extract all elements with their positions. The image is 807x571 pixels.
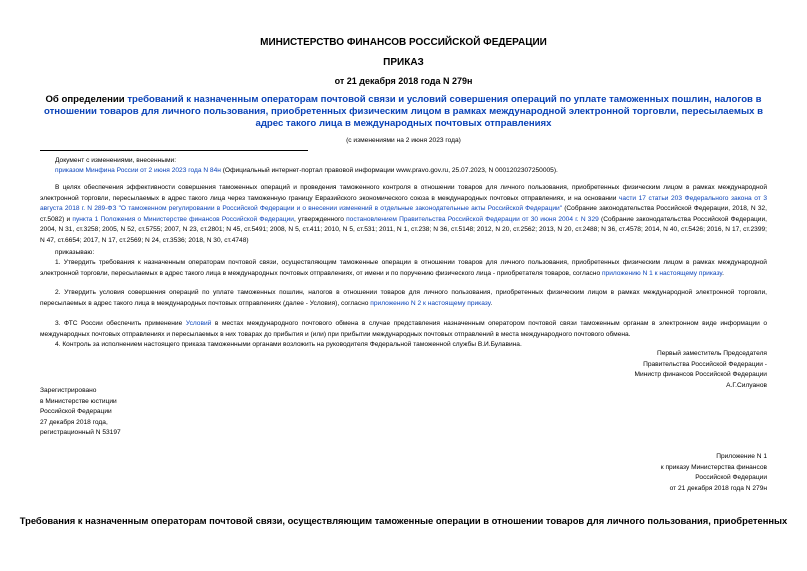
item-4-paragraph: 4. Контроль за исполнением настоящего приказа таможенными органами возложить на руководителя Федеральной таможенной службы В.И.Булавина.	[55, 341, 522, 348]
changes-entry	[55, 166, 775, 176]
appendix-line: к приказу Министерства финансов	[660, 463, 767, 471]
appendix-line: Российской Федерации	[695, 474, 767, 482]
edition-note: (с изменениями на 2 июня 2023 года)	[346, 137, 461, 144]
appendix-line: Приложение N 1	[716, 453, 767, 460]
appendix-2-link[interactable]: приложению N 2 к настоящему приказу	[370, 299, 491, 307]
preamble-text-1: В целях обеспечения эффективности совершения таможенных операций и проведения таможенного контроля в отношении товаров для личного пользования, приобретенных физическим лицом в рамках международной электронной торговли, пересылаемых в адрес такого лица через таможенную границу Евразийского экономического союза в международных почтовых отправлениях, и на основании	[40, 184, 767, 202]
preamble-text-3: , утвержденного	[293, 215, 347, 223]
resolution-link[interactable]: постановлением Правительства Российской Федерации от 30 июня 2004 г. N 329	[346, 215, 599, 223]
item-2-paragraph	[40, 288, 767, 309]
item-3-text-2: в местах международного почтового обмена в случае представления назначенным оператором почтовой связи таможенным органам в электронном виде информации о международных почтовых отправлениях и пересылаемых в них товарах до прибытия и (или) при прибытии международных почтовых отправлений в места международного почтового обмена.	[40, 320, 767, 338]
order-word: приказываю:	[55, 249, 95, 256]
item-2-end: .	[490, 299, 493, 307]
title-link[interactable]: требований к назначенным операторам почтовой связи и условий совершения операций по уплате таможенных пошлин, налогов в отношении товаров для личного пользования, приобретенных физическим лицом в рамках международной электронной торговли, пересылаемых в адрес такого лица в международных почтовых отправлениях	[43, 94, 764, 129]
item-3-paragraph	[40, 319, 767, 340]
appendix-line: от 21 декабря 2018 года N 279н	[669, 484, 767, 492]
signature-line: Первый заместитель Председателя	[656, 350, 767, 357]
date-number-heading: от 21 декабря 2018 года N 279н	[334, 76, 473, 86]
regulation-link[interactable]: пункта 1 Положения о Министерстве финансов Российской Федерации	[72, 215, 294, 223]
conditions-link[interactable]: Условий	[185, 320, 212, 327]
registration-line: 27 декабря 2018 года,	[40, 418, 108, 426]
registration-line: Зарегистрировано	[40, 387, 97, 394]
changes-tail: (Официальный интернет-портал правовой информации www.pravo.gov.ru, 25.07.2023, N 0001202307250005).	[220, 167, 558, 174]
item-1-text: 1. Утвердить требования к назначенным операторам почтовой связи, осуществляющим таможенные операции в отношении товаров для личного пользования, приобретенных физическим лицом в рамках международной электронной торговли, пересылаемых в адрес такого лица в международных почтовых отправлениях, от имени и по поручению физического лица - приобретателя товаров, согласно	[40, 259, 767, 277]
separator-line	[40, 150, 308, 151]
document-title	[40, 94, 767, 130]
registration-line: регистрационный N 53197	[40, 429, 121, 437]
registration-line: Российской Федерации	[40, 408, 112, 416]
requirements-heading: Требования к назначенным операторам почтовой связи, осуществляющим таможенные операции в отношении товаров для личного пользования, приобретенных	[19, 515, 788, 526]
signature-line: Министр финансов Российской Федерации	[634, 371, 767, 379]
item-2-text: 2. Утвердить условия совершения операций по уплате таможенных пошлин, налогов в отношении товаров для личного пользования, приобретенных физическим лицом в рамках международной электронной торговли, пересылаемых в адрес такого лица в международных почтовых отправлениях (далее - Условия), согласно	[40, 289, 767, 307]
doc-type-heading: ПРИКАЗ	[383, 57, 424, 68]
title-prefix: Об определении	[45, 94, 128, 105]
item-1-end: .	[722, 269, 724, 277]
appendix-1-link[interactable]: приложению N 1 к настоящему приказу	[601, 269, 723, 277]
item-1-paragraph	[40, 258, 767, 279]
preamble-text-4: (Собрание законодательства Российской Федерации, 2004, N 31, ст.3258; 2005, N 52, ст.5755; 2007, N 23, ст.2801; N 45, ст.5491; 2008, N 5, ст.411; 2010, N 5, ст.531; 2011, N 1, ст.238; N 36, ст.5148; 2012, N 20, ст.2562; 2013, N 20, ст.2488; N 36, ст.4578; 2014, N 40, ст.5426; 2016, N 17, ст.2399; N 47, ст.6654; 2017, N 17, ст.2569; N 24, ст.3536; 2018, N 30, ст.4748)	[40, 215, 767, 244]
appendix-block	[527, 452, 767, 494]
preamble-paragraph	[40, 183, 767, 247]
registration-block	[40, 386, 240, 439]
signature-line: Правительства Российской Федерации -	[643, 360, 767, 368]
changes-label: Документ с изменениями, внесенными:	[55, 157, 177, 164]
item-3-text-1: 3. ФТС России обеспечить применение	[55, 320, 186, 327]
signature-block	[527, 349, 767, 391]
signature-line: А.Г.Силуанов	[726, 381, 767, 389]
changes-link[interactable]: приказом Минфина России от 2 июня 2023 года N 84н	[55, 167, 221, 174]
registration-line: в Министерстве юстиции	[40, 397, 117, 405]
preamble-text-2: (Собрание законодательства Российской Федерации, 2018, N 32, ст.5082) и	[40, 205, 767, 223]
ministry-heading: МИНИСТЕРСТВО ФИНАНСОВ РОССИЙСКОЙ ФЕДЕРАЦИИ	[260, 37, 547, 48]
law-link[interactable]: части 17 статьи 203 Федерального закона от 3 августа 2018 г. N 289-ФЗ "О таможенном регулировании в Российской Федерации и о внесении изменений в отдельные законодательные акты Российской Федерации"	[40, 194, 767, 213]
